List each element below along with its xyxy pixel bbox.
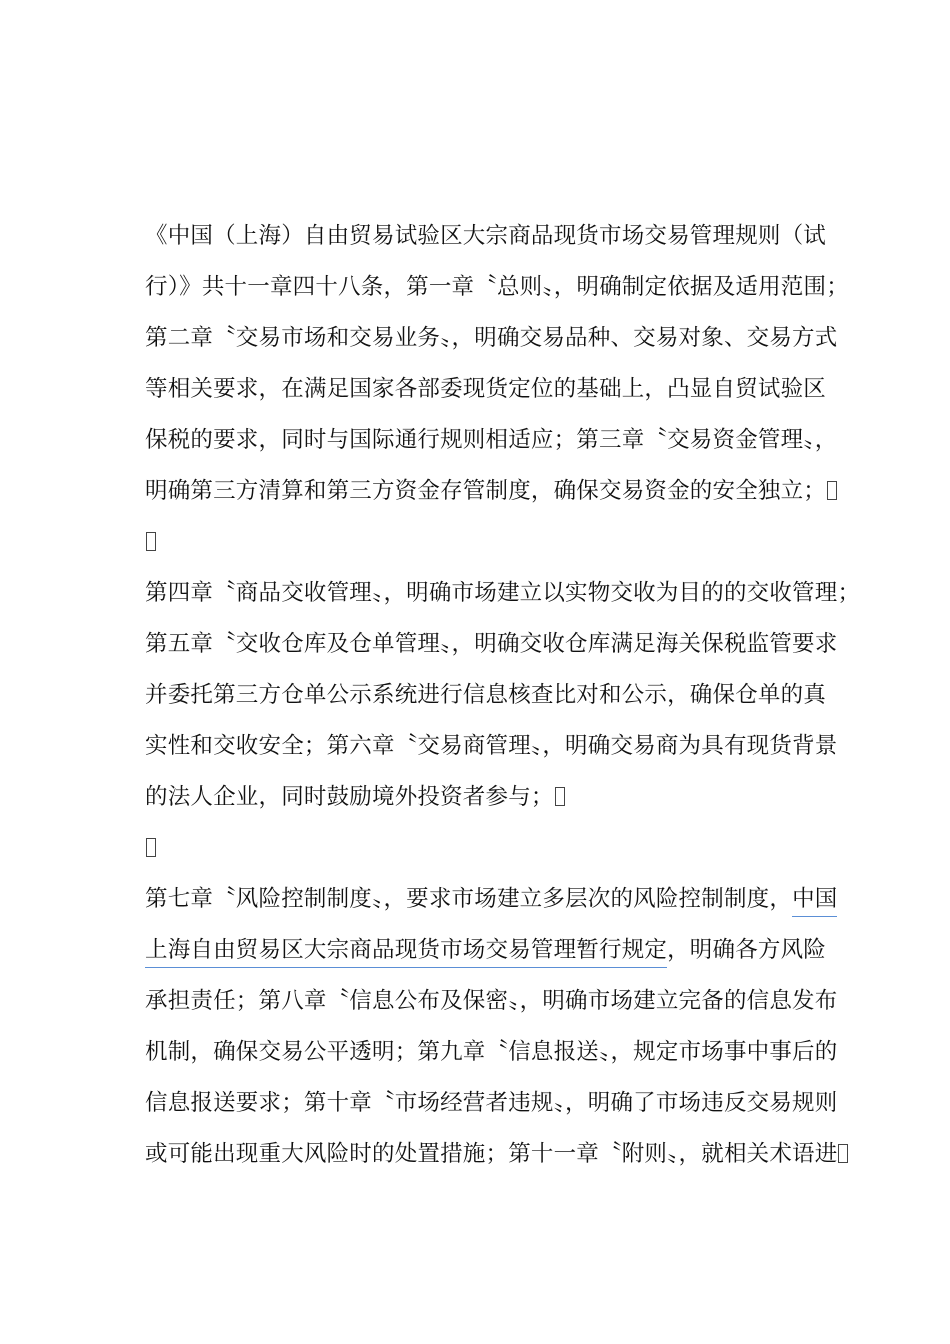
line-text: 并委托第三方仓单公示系统进行信息核查比对和公示，确保仓单的真 [145, 682, 827, 708]
paragraph-line [145, 1085, 838, 1136]
paragraph-line [145, 779, 825, 830]
line-text: 《中国（上海）自由贸易试验区大宗商品现货市场交易管理规则（试 [145, 223, 827, 249]
line-text: 行）》共十一章四十八条，第一章〝总则〟，明确制定依据及适用范围； [145, 274, 849, 300]
line-text: 实性和交收安全；第六章〝交易商管理〟，明确交易商为具有现货背景 [145, 733, 838, 759]
paragraph-line [145, 422, 838, 473]
line-text: 第七章〝风险控制制度〟，要求市场建立多层次的风险控制制度， [145, 886, 793, 912]
paragraph-line [145, 371, 825, 422]
line-text: ，明确各方风险 [667, 937, 827, 963]
paragraph-line [145, 473, 825, 524]
document-body [145, 218, 861, 1187]
paragraph-line [145, 1136, 838, 1187]
line-text: 保税的要求，同时与国际通行规则相适应；第三章〝交易资金管理〟， [145, 427, 838, 453]
paragraph-line [145, 1034, 838, 1085]
line-text: 承担责任；第八章〝信息公布及保密〟，明确市场建立完备的信息发布 [145, 988, 838, 1014]
line-text: 机制，确保交易公平透明；第九章〝信息报送〟，规定市场事中事后的 [145, 1039, 838, 1065]
line-text: 第二章〝交易市场和交易业务〟，明确交易品种、交易对象、交易方式 [145, 325, 838, 351]
paragraph-line [145, 830, 825, 881]
paragraph-line [145, 320, 838, 371]
missing-glyph-box [827, 481, 837, 500]
paragraph-line [145, 932, 825, 983]
paragraph-line [145, 218, 825, 269]
regulation-link[interactable]: 中国 [792, 886, 837, 917]
paragraph-line [145, 677, 825, 728]
line-text: 明确第三方清算和第三方资金存管制度，确保交易资金的安全独立； [145, 478, 827, 504]
line-text: 第五章〝交收仓库及仓单管理〟，明确交收仓库满足海关保税监管要求 [145, 631, 838, 657]
paragraph-line [145, 881, 838, 932]
paragraph-line [145, 575, 861, 626]
paragraph-line [145, 728, 838, 779]
missing-glyph-box [146, 838, 156, 857]
line-text: 等相关要求，在满足国家各部委现货定位的基础上，凸显自贸试验区 [145, 376, 827, 402]
line-text: 信息报送要求；第十章〝市场经营者违规〟，明确了市场违反交易规则 [145, 1090, 838, 1116]
missing-glyph-box [838, 1144, 848, 1163]
regulation-link[interactable]: 上海自由贸易区大宗商品现货市场交易管理暂行规定 [145, 937, 667, 968]
paragraph-line [145, 269, 849, 320]
line-text: 或可能出现重大风险时的处置措施；第十一章〝附则〟，就相关术语进 [145, 1141, 838, 1167]
missing-glyph-box [555, 787, 565, 806]
line-text: 的法人企业，同时鼓励境外投资者参与； [145, 784, 554, 810]
paragraph-line [145, 524, 825, 575]
paragraph-line [145, 983, 838, 1034]
line-text: 第四章〝商品交收管理〟，明确市场建立以实物交收为目的的交收管理； [145, 580, 861, 606]
paragraph-line [145, 626, 838, 677]
missing-glyph-box [146, 532, 156, 551]
